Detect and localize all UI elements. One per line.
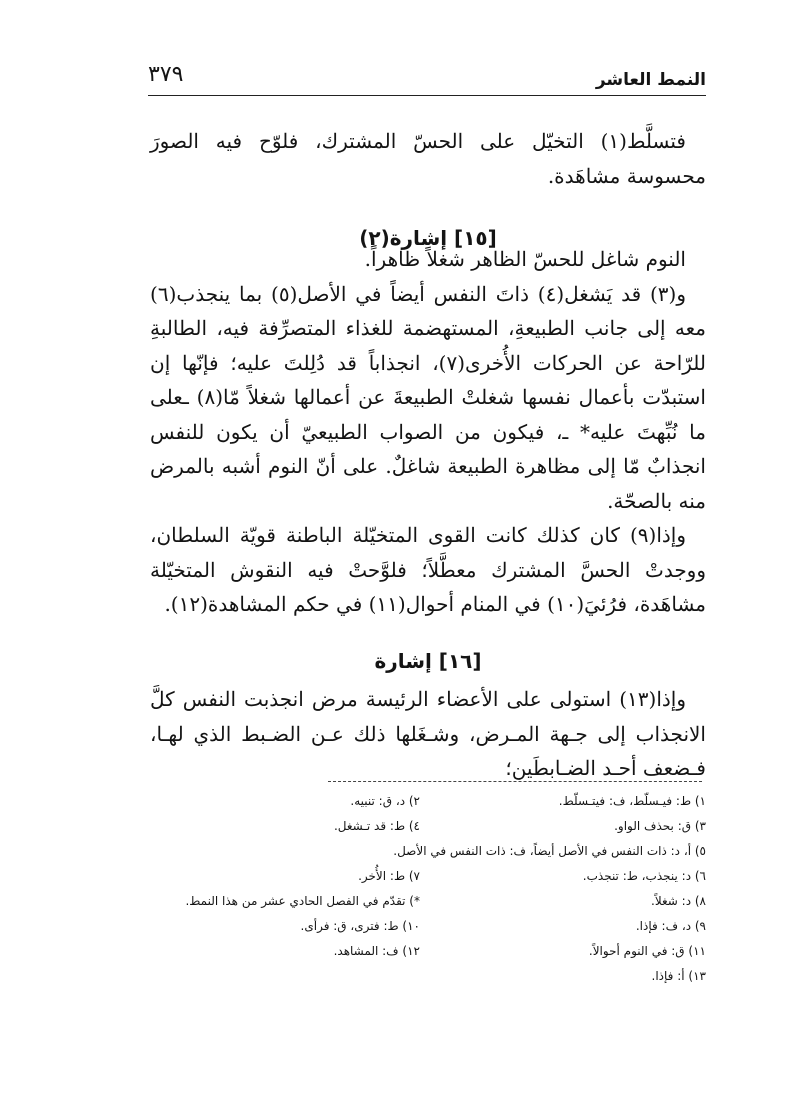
section-15-paragraph-2: و(٣) قد يَشغل(٤) ذاتَ النفس أيضاً في الأصل(٥) بما ينجذب(٦) معه إلى جانب الطبيعةِ، المستهضمة للغذاء المتصرِّفة فيه، الطالبةِ للرّاحة عن الحركات الأُخرى(٧)، انجذاباً قد دُلِلتَ عليه؛ فإنّها إن استبدّت بأعمال نفسها شغلتْ الطبيعةَ عن أعمالها شغلاً مّا(٨) ـعلى ما نُبِّهتَ عليه* ـ، فيكون من الصواب الطبيعيّ أن يكون للنفس انجذابٌ مّا إلى مظاهرة الطبيعة شاغلٌ. على أنّ النوم أشبه بالمرض منه بالصحّة. bbox=[150, 281, 706, 513]
footnote: ٩) د، ف: فإذا. bbox=[635, 919, 706, 933]
page-number: ٣٧٩ bbox=[148, 62, 184, 87]
footnote-row bbox=[150, 919, 706, 944]
footnote-row bbox=[150, 819, 706, 844]
footnote: ١٣) أ: فإذا. bbox=[651, 969, 706, 983]
section-16-paragraph-1: وإذا(١٣) استولى على الأعضاء الرئيسة مرض انجذبت النفس كلَّ الانجذاب إلى جـهة المـرض، وشـغَلها ذلك عـن الضـبط الذي لهـا، فـضعف أحـد الضـابطَين؛ bbox=[150, 687, 706, 780]
intro-paragraph-block bbox=[150, 124, 706, 193]
footnote: ١) ط: فيـسلّط، ف: فيتـسلّط. bbox=[558, 794, 706, 808]
running-header bbox=[148, 62, 706, 96]
footnote-row bbox=[150, 969, 706, 994]
footnote: ١١) ق: في النوم أحوالاً. bbox=[588, 944, 706, 958]
footnote-row bbox=[150, 894, 706, 919]
header-rule bbox=[148, 95, 706, 96]
footnote: ٢) د، ق: تنبيه. bbox=[350, 794, 420, 808]
footnotes bbox=[150, 794, 706, 994]
section-15-paragraph-3: وإذا(٩) كان كذلك كانت القوى المتخيّلة الباطنة قويّة السلطان، ووجدتْ الحسَّ المشترك معطَّلاً؛ فلوَّحتْ فيه النقوش المتخيّلة مشاهَدة، فرُئيَ(١٠) في المنام أحوال(١١) في حكم المشاهدة(١٢). bbox=[150, 523, 706, 616]
section-16-body bbox=[150, 682, 706, 786]
footnote: ١٠) ط: فترى، ق: فرأى. bbox=[300, 919, 420, 933]
running-title: النمط العاشر bbox=[595, 70, 706, 90]
section-15-heading: [١٥] إشارة(٢) bbox=[359, 226, 497, 250]
footnote-row bbox=[150, 844, 706, 869]
section-15-body bbox=[150, 242, 706, 622]
section-15-paragraph-1: النوم شاغل للحسّ الظاهر شغلاً ظاهراً. bbox=[364, 247, 686, 271]
footnote-row bbox=[150, 794, 706, 819]
footnote: *) تقدّم في الفصل الحادي عشر من هذا النمط. bbox=[185, 894, 420, 908]
intro-paragraph: فتسلَّط(١) التخيّل على الحسّ المشترك، فلوّح فيه الصورَ محسوسة مشاهَدة. bbox=[150, 129, 706, 188]
footnote: ١٢) ف: المشاهد. bbox=[333, 944, 420, 958]
footnote: ٦) د: ينجذب، ط: تنجذب. bbox=[582, 869, 706, 883]
footnote: ٤) ط: قد تـشغل. bbox=[333, 819, 420, 833]
footnote-row bbox=[150, 944, 706, 969]
footnote-row bbox=[150, 869, 706, 894]
footnote: ٨) د: شغلاً. bbox=[651, 894, 706, 908]
footnote: ٣) ق: بحذف الواو. bbox=[614, 819, 706, 833]
footnote: ٧) ط: الأُخر. bbox=[358, 869, 420, 883]
footnotes-separator bbox=[328, 781, 702, 782]
footnote: ٥) أ، د: ذات النفس في الأصل أيضاً، ف: ذات النفس في الأصل. bbox=[393, 844, 706, 858]
section-16-heading: [١٦] إشارة bbox=[374, 649, 482, 673]
